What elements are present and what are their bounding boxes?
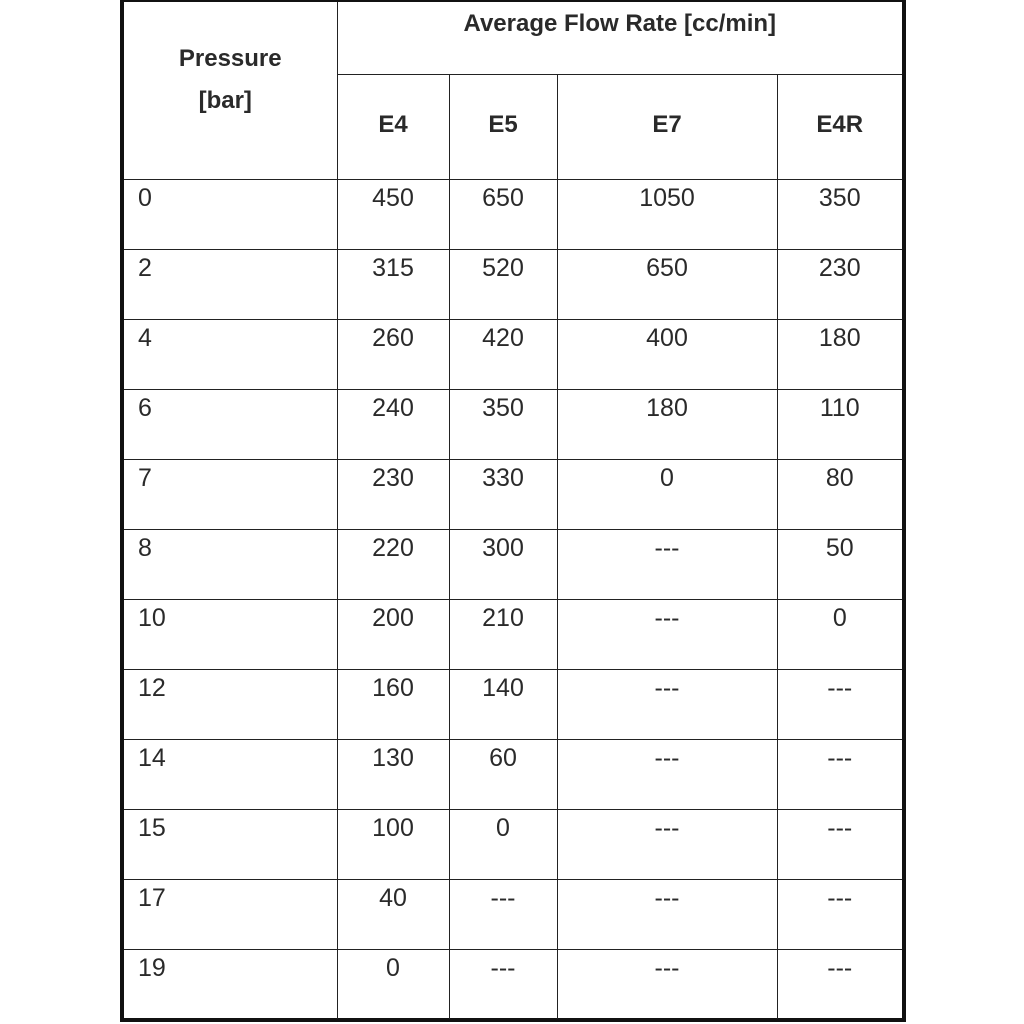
flow-value: 110 xyxy=(819,394,860,422)
column-header-e4r: E4R xyxy=(777,75,902,180)
flow-value: 350 xyxy=(818,184,861,212)
pressure-value: 6 xyxy=(138,394,152,422)
pressure-cell xyxy=(124,600,337,670)
pressure-cell xyxy=(124,810,337,880)
flow-value: 60 xyxy=(489,744,517,772)
flow-value: 180 xyxy=(646,394,688,422)
flow-cell-e4r xyxy=(777,250,902,320)
flow-cell-e4 xyxy=(337,250,449,320)
table-row xyxy=(124,250,902,320)
table-row xyxy=(124,180,902,250)
flow-value: 230 xyxy=(818,254,861,282)
flow-cell-e4 xyxy=(337,530,449,600)
flow-value: 650 xyxy=(482,184,524,212)
flow-value: 330 xyxy=(482,464,524,492)
pressure-label: Pressure xyxy=(178,45,282,72)
flow-cell-e4 xyxy=(337,740,449,810)
flow-cell-e5 xyxy=(449,600,557,670)
pressure-cell xyxy=(124,670,337,740)
average-flow-rate-header xyxy=(337,2,902,75)
flow-cell-e4r xyxy=(777,670,902,740)
flow-value: 650 xyxy=(646,254,688,282)
flow-value: 315 xyxy=(372,254,414,282)
flow-value: 80 xyxy=(825,464,854,492)
flow-value: --- xyxy=(827,674,853,702)
flow-value: 50 xyxy=(825,534,854,562)
pressure-value: 12 xyxy=(138,674,166,702)
flow-cell-e7 xyxy=(557,460,777,530)
flow-cell-e4r xyxy=(777,740,902,810)
flow-value: --- xyxy=(827,814,853,842)
flow-cell-e4 xyxy=(337,810,449,880)
pressure-value: 0 xyxy=(138,184,152,212)
flow-value: --- xyxy=(827,954,853,982)
flow-value: --- xyxy=(654,534,680,562)
pressure-cell xyxy=(124,250,337,320)
pressure-unit: [bar] xyxy=(198,87,252,114)
flow-cell-e4r xyxy=(777,810,902,880)
table-row xyxy=(124,810,902,880)
flow-value: 160 xyxy=(372,674,414,702)
table-row xyxy=(124,670,902,740)
pressure-value: 17 xyxy=(138,884,166,912)
flow-cell-e5 xyxy=(449,740,557,810)
flow-cell-e5 xyxy=(449,880,557,950)
flow-cell-e7 xyxy=(557,670,777,740)
flow-cell-e7 xyxy=(557,530,777,600)
table-row xyxy=(124,530,902,600)
flow-value: 240 xyxy=(372,394,414,422)
flow-value: 1050 xyxy=(639,184,695,212)
flow-value: --- xyxy=(827,744,853,772)
flow-value: 350 xyxy=(482,394,524,422)
flow-value: 220 xyxy=(372,534,414,562)
pressure-value: 14 xyxy=(138,744,166,772)
flow-cell-e5 xyxy=(449,390,557,460)
flow-cell-e7 xyxy=(557,600,777,670)
table-row xyxy=(124,320,902,390)
flow-cell-e7 xyxy=(557,180,777,250)
flow-value: --- xyxy=(654,954,680,982)
flow-value: --- xyxy=(654,884,680,912)
flow-cell-e7 xyxy=(557,320,777,390)
pressure-cell xyxy=(124,530,337,600)
flow-value: --- xyxy=(654,674,680,702)
flow-cell-e4 xyxy=(337,180,449,250)
flow-cell-e7 xyxy=(557,950,777,1020)
flow-value: 210 xyxy=(482,604,524,632)
average-flow-rate-label: Average Flow Rate [cc/min] xyxy=(463,10,777,37)
flow-value: 40 xyxy=(379,884,407,912)
flow-cell-e5 xyxy=(449,180,557,250)
pressure-value: 10 xyxy=(138,604,166,632)
pressure-cell xyxy=(124,180,337,250)
flow-value: 0 xyxy=(832,604,847,632)
flow-value: 100 xyxy=(372,814,414,842)
flow-value: 130 xyxy=(372,744,414,772)
flow-value: 180 xyxy=(818,324,861,352)
pressure-value: 19 xyxy=(138,954,166,982)
flow-cell-e4r xyxy=(777,180,902,250)
flow-cell-e5 xyxy=(449,250,557,320)
pressure-cell xyxy=(124,320,337,390)
flow-value: 420 xyxy=(482,324,524,352)
pressure-cell xyxy=(124,740,337,810)
pressure-cell xyxy=(124,880,337,950)
flow-value: 0 xyxy=(386,954,400,982)
table-frame xyxy=(120,0,906,1022)
flow-cell-e4 xyxy=(337,670,449,740)
table-row xyxy=(124,600,902,670)
pressure-cell xyxy=(124,390,337,460)
flow-value: --- xyxy=(490,954,516,982)
flow-value: --- xyxy=(654,814,680,842)
flow-value: 0 xyxy=(660,464,674,492)
pressure-value: 8 xyxy=(138,534,152,562)
flow-cell-e5 xyxy=(449,810,557,880)
flow-value: 300 xyxy=(482,534,524,562)
flow-cell-e5 xyxy=(449,460,557,530)
flow-cell-e7 xyxy=(557,250,777,320)
flow-cell-e7 xyxy=(557,880,777,950)
flow-value: --- xyxy=(654,604,680,632)
flow-cell-e7 xyxy=(557,740,777,810)
flow-value: 230 xyxy=(372,464,414,492)
pressure-cell xyxy=(124,950,337,1020)
flow-cell-e7 xyxy=(557,810,777,880)
flow-cell-e4r xyxy=(777,880,902,950)
table-row xyxy=(124,950,902,1020)
flow-cell-e4r xyxy=(777,600,902,670)
pressure-value: 7 xyxy=(138,464,152,492)
flow-cell-e5 xyxy=(449,320,557,390)
flow-cell-e4 xyxy=(337,320,449,390)
flow-cell-e4 xyxy=(337,880,449,950)
flow-cell-e4r xyxy=(777,460,902,530)
flow-rate-table xyxy=(124,2,902,1019)
pressure-value: 2 xyxy=(138,254,152,282)
flow-value: 450 xyxy=(372,184,414,212)
column-header-e4: E4 xyxy=(337,75,449,180)
flow-cell-e4r xyxy=(777,390,902,460)
flow-cell-e4r xyxy=(777,530,902,600)
column-header-e5: E5 xyxy=(449,75,557,180)
table-row xyxy=(124,740,902,810)
flow-value: --- xyxy=(654,744,680,772)
column-header-e7: E7 xyxy=(557,75,777,180)
flow-cell-e4 xyxy=(337,460,449,530)
flow-cell-e4r xyxy=(777,950,902,1020)
flow-cell-e5 xyxy=(449,950,557,1020)
table-row xyxy=(124,460,902,530)
flow-value: 520 xyxy=(482,254,524,282)
flow-cell-e5 xyxy=(449,530,557,600)
flow-value: 0 xyxy=(496,814,510,842)
flow-value: --- xyxy=(827,884,853,912)
flow-cell-e5 xyxy=(449,670,557,740)
flow-value: 200 xyxy=(372,604,414,632)
flow-value: 400 xyxy=(646,324,688,352)
table-row xyxy=(124,390,902,460)
pressure-value: 4 xyxy=(138,324,152,352)
flow-cell-e4r xyxy=(777,320,902,390)
flow-cell-e7 xyxy=(557,390,777,460)
pressure-header xyxy=(124,2,337,180)
table-row xyxy=(124,880,902,950)
pressure-value: 15 xyxy=(138,814,166,842)
flow-cell-e4 xyxy=(337,390,449,460)
flow-value: 260 xyxy=(372,324,414,352)
pressure-cell xyxy=(124,460,337,530)
flow-value: --- xyxy=(490,884,516,912)
flow-value: 140 xyxy=(482,674,524,702)
flow-cell-e4 xyxy=(337,950,449,1020)
flow-cell-e4 xyxy=(337,600,449,670)
